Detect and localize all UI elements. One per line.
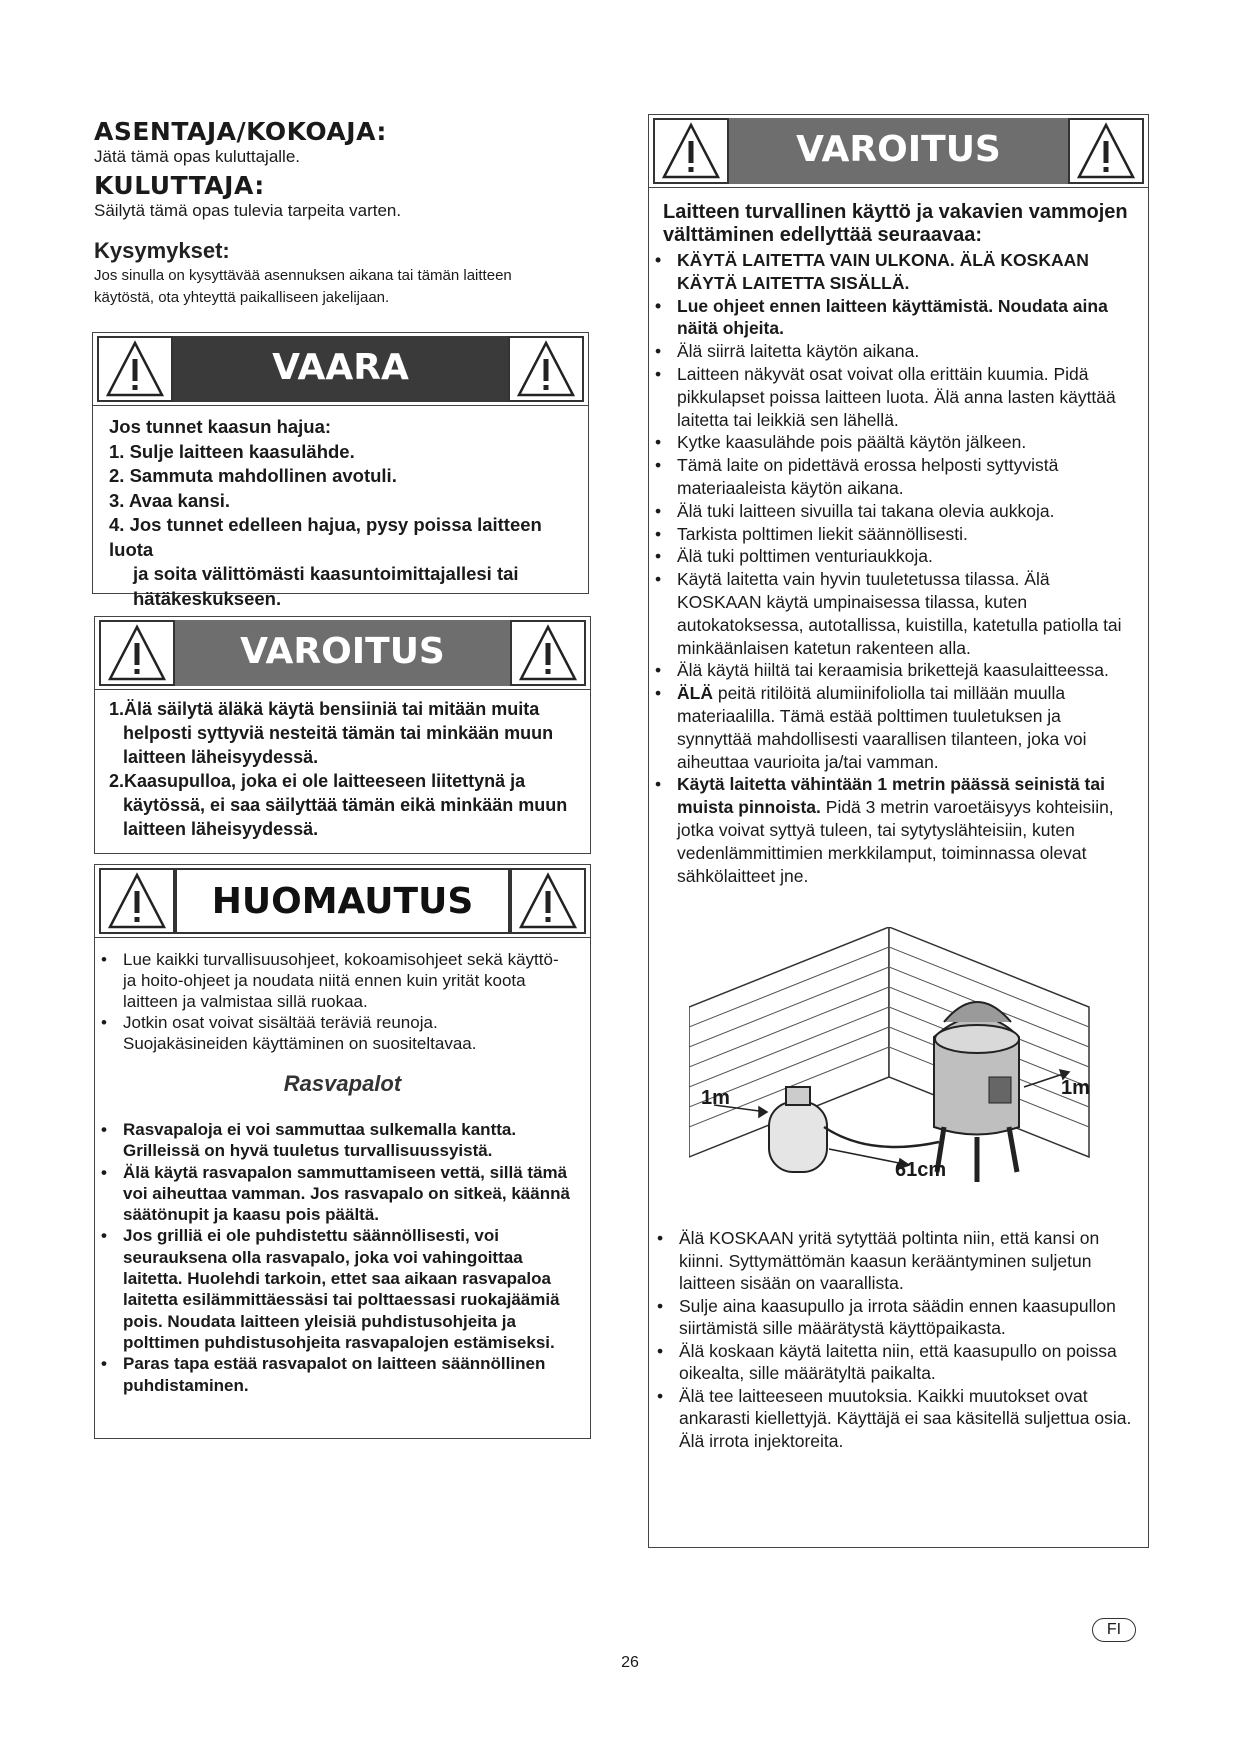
- danger-step: 1. Sulje laitteen kaasulähde.: [109, 440, 355, 462]
- notice-title: HUOMAUTUS: [175, 868, 510, 934]
- list-item: • KÄYTÄ LAITETTA VAIN ULKONA. ÄLÄ KOSKAAN KÄYTÄ LAITETTA SISÄLLÄ.: [651, 249, 1129, 295]
- warning-left-title: VAROITUS: [175, 620, 510, 686]
- grease-fire-bullets: [97, 1119, 573, 1396]
- list-item: • Laitteen näkyvät osat voivat olla erittäin kuumia. Pidä pikkulapset poissa laitteen luota. Älä anna lasten käyttää laitetta tai leikkiä sen lähellä.: [651, 363, 1129, 431]
- notice-banner: [95, 865, 590, 938]
- warning-triangle-icon: [508, 336, 584, 402]
- warning-left-line: 2.Kaasupulloa, joka ei ole laitteeseen liitettynä ja: [109, 771, 526, 791]
- danger-step: 3. Avaa kansi.: [109, 489, 231, 511]
- danger-step-continued: hätäkeskukseen.: [133, 587, 282, 609]
- warning-right-title: VAROITUS: [729, 118, 1068, 184]
- clearance-figure: [689, 927, 1119, 1197]
- list-item: • Lue ohjeet ennen laitteen käyttämistä. Noudata aina näitä ohjeita.: [651, 295, 1129, 341]
- consumer-title: KULUTTAJA:: [94, 171, 265, 200]
- list-item: • Älä KOSKAAN yritä sytyttää poltinta niin, että kansi on kiinni. Syttymättömän kaasun kerääntyminen suljetun laitteen sisään on vaarallista.: [653, 1227, 1133, 1295]
- list-item: • Käytä laitetta vain hyvin tuuletetussa tilassa. Älä KOSKAAN käytä umpinaisessa tilassa, kuten autokatoksessa, autotallissa, kuistilla, katetulla patiolla tai minkäänlaisen katetun rakenteen alla.: [651, 568, 1129, 659]
- consumer-text: Säilytä tämä opas tulevia tarpeita varten.: [94, 201, 402, 220]
- list-item: • Paras tapa estää rasvapalot on laitteen säännöllinen puhdistaminen.: [97, 1353, 573, 1396]
- warning-box-left: [94, 616, 591, 854]
- warning-left-line: käytössä, ei saa säilyttää tämän eikä minkään muun: [123, 795, 568, 815]
- questions-text-line-2: käytöstä, ota yhteyttä paikalliseen jakelijaan.: [94, 289, 390, 306]
- notice-bullets: [97, 949, 567, 1054]
- distance-bold: Käytä laitetta vähintään 1 metrin päässä seinistä tai muista pinnoista.: [677, 774, 1105, 818]
- warning-triangle-icon: [1068, 118, 1144, 184]
- list-item: • Sulje aina kaasupullo ja irrota säädin ennen kaasupullon siirtämistä sille määrätystä käyttöpaikasta.: [653, 1295, 1133, 1340]
- page-number: 26: [621, 1654, 639, 1671]
- list-item: • Jotkin osat voivat sisältää teräviä reunoja. Suojakäsineiden käyttäminen on suositeltavaa.: [97, 1012, 567, 1054]
- danger-intro: Jos tunnet kaasun hajua:: [109, 416, 332, 437]
- notice-box: [94, 864, 591, 1439]
- list-item: • Älä käytä hiiltä tai keraamisia brikettejä kaasulaitteessa.: [651, 659, 1129, 682]
- warning-right-bullets: [651, 249, 1129, 887]
- warning-banner-right: [649, 115, 1148, 188]
- distance-text: Pidä 3 metrin varoetäisyys kohteisiin, jotka voivat syttyä tuleen, tai sytytyslähteisiin, kuten vedenlämmittimien merkkilamput, toiminnassa olevat sähkölaitteet jne.: [677, 797, 1114, 886]
- warning-triangle-icon: [653, 118, 729, 184]
- list-item: • Tämä laite on pidettävä erossa helposti syttyvistä materiaaleista käytön aikana.: [651, 454, 1129, 500]
- list-item: • Jos grilliä ei ole puhdistettu säännöllisesti, voi seurauksena olla rasvapalo, joka voi vahingoittaa laitetta. Huolehdi tarkoin, ettet saa aikaan rasvapaloa laitetta esilämmittäessäsi tai polttaessasi ruokajäämiä pois. Noudata laitteen yleisiä puhdistusohjeita ja polttimen puhdistusohjeita rasvapalojen estämiseksi.: [97, 1225, 573, 1353]
- list-item: • Älä siirrä laitetta käytön aikana.: [651, 340, 1129, 363]
- warning-left-line: laitteen läheisyydessä.: [123, 747, 319, 767]
- warning-triangle-icon: [510, 620, 586, 686]
- smoker-clearance-illustration: [689, 927, 1119, 1197]
- language-badge: FI: [1092, 1618, 1136, 1642]
- danger-step: 4. Jos tunnet edelleen hajua, pysy poissa laitteen luota: [109, 514, 542, 560]
- list-item: • Kytke kaasulähde pois päältä käytön jälkeen.: [651, 431, 1129, 454]
- smoker-icon: [934, 1002, 1019, 1182]
- warning-left-line: laitteen läheisyydessä.: [123, 819, 319, 839]
- list-item: [651, 682, 1129, 773]
- list-item: • Älä koskaan käytä laitetta niin, että kaasupullo on poissa oikealta, sille määrätyltä paikalta.: [653, 1340, 1133, 1385]
- warning-triangle-icon: [510, 868, 586, 934]
- warning-box-right: [648, 114, 1149, 1548]
- danger-banner: [93, 333, 588, 406]
- danger-step: 2. Sammuta mahdollinen avotuli.: [109, 465, 397, 486]
- list-item: • Älä tuki polttimen venturiaukkoja.: [651, 545, 1129, 568]
- grease-fire-subheading: Rasvapalot: [283, 1071, 402, 1096]
- foil-bold: ÄLÄ: [677, 683, 713, 704]
- list-item: • Lue kaikki turvallisuusohjeet, kokoamisohjeet sekä käyttö- ja hoito-ohjeet ja noudata niitä ennen kuin yrität koota laitteen ja valmistaa sillä ruokaa.: [97, 949, 567, 1012]
- warning-banner-left: [95, 617, 590, 690]
- installer-title: ASENTAJA/KOKOAJA:: [94, 117, 387, 146]
- questions-text-line-1: Jos sinulla on kysyttävää asennuksen aikana tai tämän laitteen: [94, 267, 512, 284]
- warning-triangle-icon: [99, 868, 175, 934]
- danger-content: [109, 415, 588, 611]
- warning-triangle-icon: [97, 336, 173, 402]
- list-item: • Rasvapaloja ei voi sammuttaa sulkemalla kantta. Grilleissä on hyvä tuuletus turvallisuussyistä.: [97, 1119, 573, 1162]
- foil-text: peitä ritilöitä alumiinifoliolla tai millään muulla materiaalilla. Tämä estää polttimen tuuletuksen ja synnyttää mahdollisesti vaarallisen tilanteen, joka voi aiheuttaa vaurioita ja/tai vamman.: [677, 683, 1087, 772]
- list-item: • Älä käytä rasvapalon sammuttamiseen vettä, sillä tämä voi aiheuttaa vamman. Jos rasvapalo on sitkeä, käännä säätönupit ja kaasu pois päältä.: [97, 1162, 573, 1226]
- installer-text: Jätä tämä opas kuluttajalle.: [94, 147, 301, 166]
- clearance-right-label: 1m: [1061, 1077, 1090, 1099]
- warning-right-lead: Laitteen turvallinen käyttö ja vakavien vammojen välttäminen edellyttää seuraavaa:: [663, 201, 1128, 246]
- danger-title: VAARA: [173, 336, 508, 402]
- warning-left-content: [109, 697, 567, 841]
- list-item: • Tarkista polttimen liekit säännöllisesti.: [651, 523, 1129, 546]
- warning-left-line: helposti syttyviä nesteitä tämän tai minkään muun: [123, 723, 554, 743]
- danger-box: [92, 332, 589, 609]
- clearance-left-label: 1m: [701, 1087, 730, 1109]
- danger-step-continued: ja soita välittömästi kaasuntoimittajallesi tai: [133, 563, 519, 584]
- clearance-bottom-label: 61cm: [895, 1159, 947, 1181]
- warning-left-line: 1.Älä säilytä äläkä käytä bensiiniä tai mitään muita: [109, 699, 540, 719]
- warning-triangle-icon: [99, 620, 175, 686]
- warning-right-bullets-after: [653, 1227, 1133, 1452]
- list-item: • Älä tee laitteeseen muutoksia. Kaikki muutokset ovat ankarasti kiellettyjä. Käyttäjä ei saa käsitellä suljettua osia. Älä irrota injektoreita.: [653, 1385, 1133, 1453]
- list-item: [651, 773, 1129, 887]
- list-item: • Älä tuki laitteen sivuilla tai takana olevia aukkoja.: [651, 500, 1129, 523]
- questions-title: Kysymykset:: [94, 238, 230, 263]
